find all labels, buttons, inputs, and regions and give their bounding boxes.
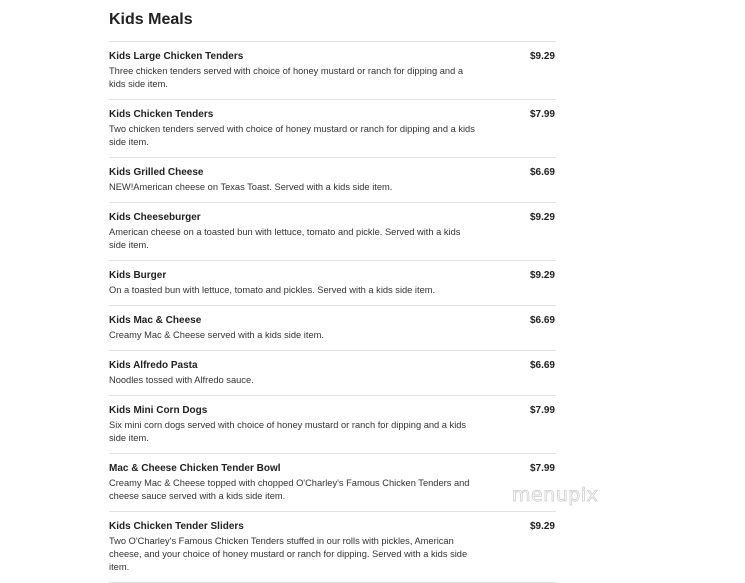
menu-item (109, 100, 556, 158)
menu-item (109, 351, 556, 396)
menu-item-price: $7.99 (529, 109, 555, 120)
menu-item-description: Noodles tossed with Alfredo sauce. (109, 375, 254, 385)
menu-item-description: Creamy Mac & Cheese served with a kids side item. (109, 330, 324, 340)
menu-item-header (109, 313, 556, 328)
menu-item-header (109, 358, 556, 373)
menu-item-header (109, 210, 556, 225)
menu-item-header (109, 49, 556, 64)
menu-item-name: Kids Mac & Cheese (109, 315, 202, 326)
menu-item-price: $9.29 (529, 212, 555, 223)
section-title: Kids Meals (109, 9, 556, 42)
menu-item-description: Two chicken tenders served with choice of honey mustard or ranch for dipping and a kids side item. (109, 124, 475, 147)
menu-item (109, 512, 556, 583)
menu-item-price: $6.69 (529, 360, 555, 371)
menu-item (109, 454, 556, 512)
menu-item-description: On a toasted bun with lettuce, tomato and pickles. Served with a kids side item. (109, 285, 436, 295)
menu-item (109, 42, 556, 100)
menu-item-header (109, 461, 556, 476)
menu-item-description: American cheese on a toasted bun with lettuce, tomato and pickle. Served with a kids side item. (109, 227, 461, 250)
menu-item-name: Kids Mini Corn Dogs (109, 405, 208, 416)
menu-item-price: $6.69 (529, 167, 555, 178)
menu-item-name: Kids Chicken Tender Sliders (109, 521, 244, 532)
menu-item-description: Creamy Mac & Cheese topped with chopped O'Charley's Famous Chicken Tenders and cheese sauce served with a kids side item. (109, 478, 470, 501)
menu-item-price: $9.29 (529, 270, 555, 281)
menu-item (109, 158, 556, 203)
menu-item-name: Kids Large Chicken Tenders (109, 51, 244, 62)
menu-item-price: $9.29 (529, 521, 555, 532)
menu-item-header (109, 403, 556, 418)
menu-item-name: Kids Chicken Tenders (109, 109, 214, 120)
menu-item-description: Two O'Charley's Famous Chicken Tenders stuffed in our rolls with pickles, American cheese, and your choice of honey mustard or ranch for dipping. Served with a kids side item. (109, 536, 468, 572)
menu-item-name: Kids Alfredo Pasta (109, 360, 198, 371)
menu-item-name: Kids Grilled Cheese (109, 167, 204, 178)
menu-item-header (109, 519, 556, 534)
menu-item-name: Kids Burger (109, 270, 167, 281)
watermark-logo: menupix (512, 484, 599, 506)
menu-item-name: Kids Cheeseburger (109, 212, 201, 223)
menu-item-header (109, 268, 556, 283)
menu-item (109, 261, 556, 306)
menu-item-description: Three chicken tenders served with choice of honey mustard or ranch for dipping and a kids side item. (109, 66, 463, 89)
menu-item-header (109, 165, 556, 180)
menu-item (109, 203, 556, 261)
menu-item (109, 306, 556, 351)
menu-item-description: NEW!American cheese on Texas Toast. Served with a kids side item. (109, 182, 393, 192)
menu-item (109, 396, 556, 454)
menu-item-header (109, 107, 556, 122)
menu-item-description: Six mini corn dogs served with choice of honey mustard or ranch for dipping and a kids side item. (109, 420, 467, 443)
menu-item-name: Mac & Cheese Chicken Tender Bowl (109, 463, 281, 474)
menu-item-price: $7.99 (529, 463, 555, 474)
menu-item-price: $7.99 (529, 405, 555, 416)
menu-item-price: $9.29 (529, 51, 555, 62)
menu-section (109, 9, 556, 583)
menu-item-price: $6.69 (529, 315, 555, 326)
